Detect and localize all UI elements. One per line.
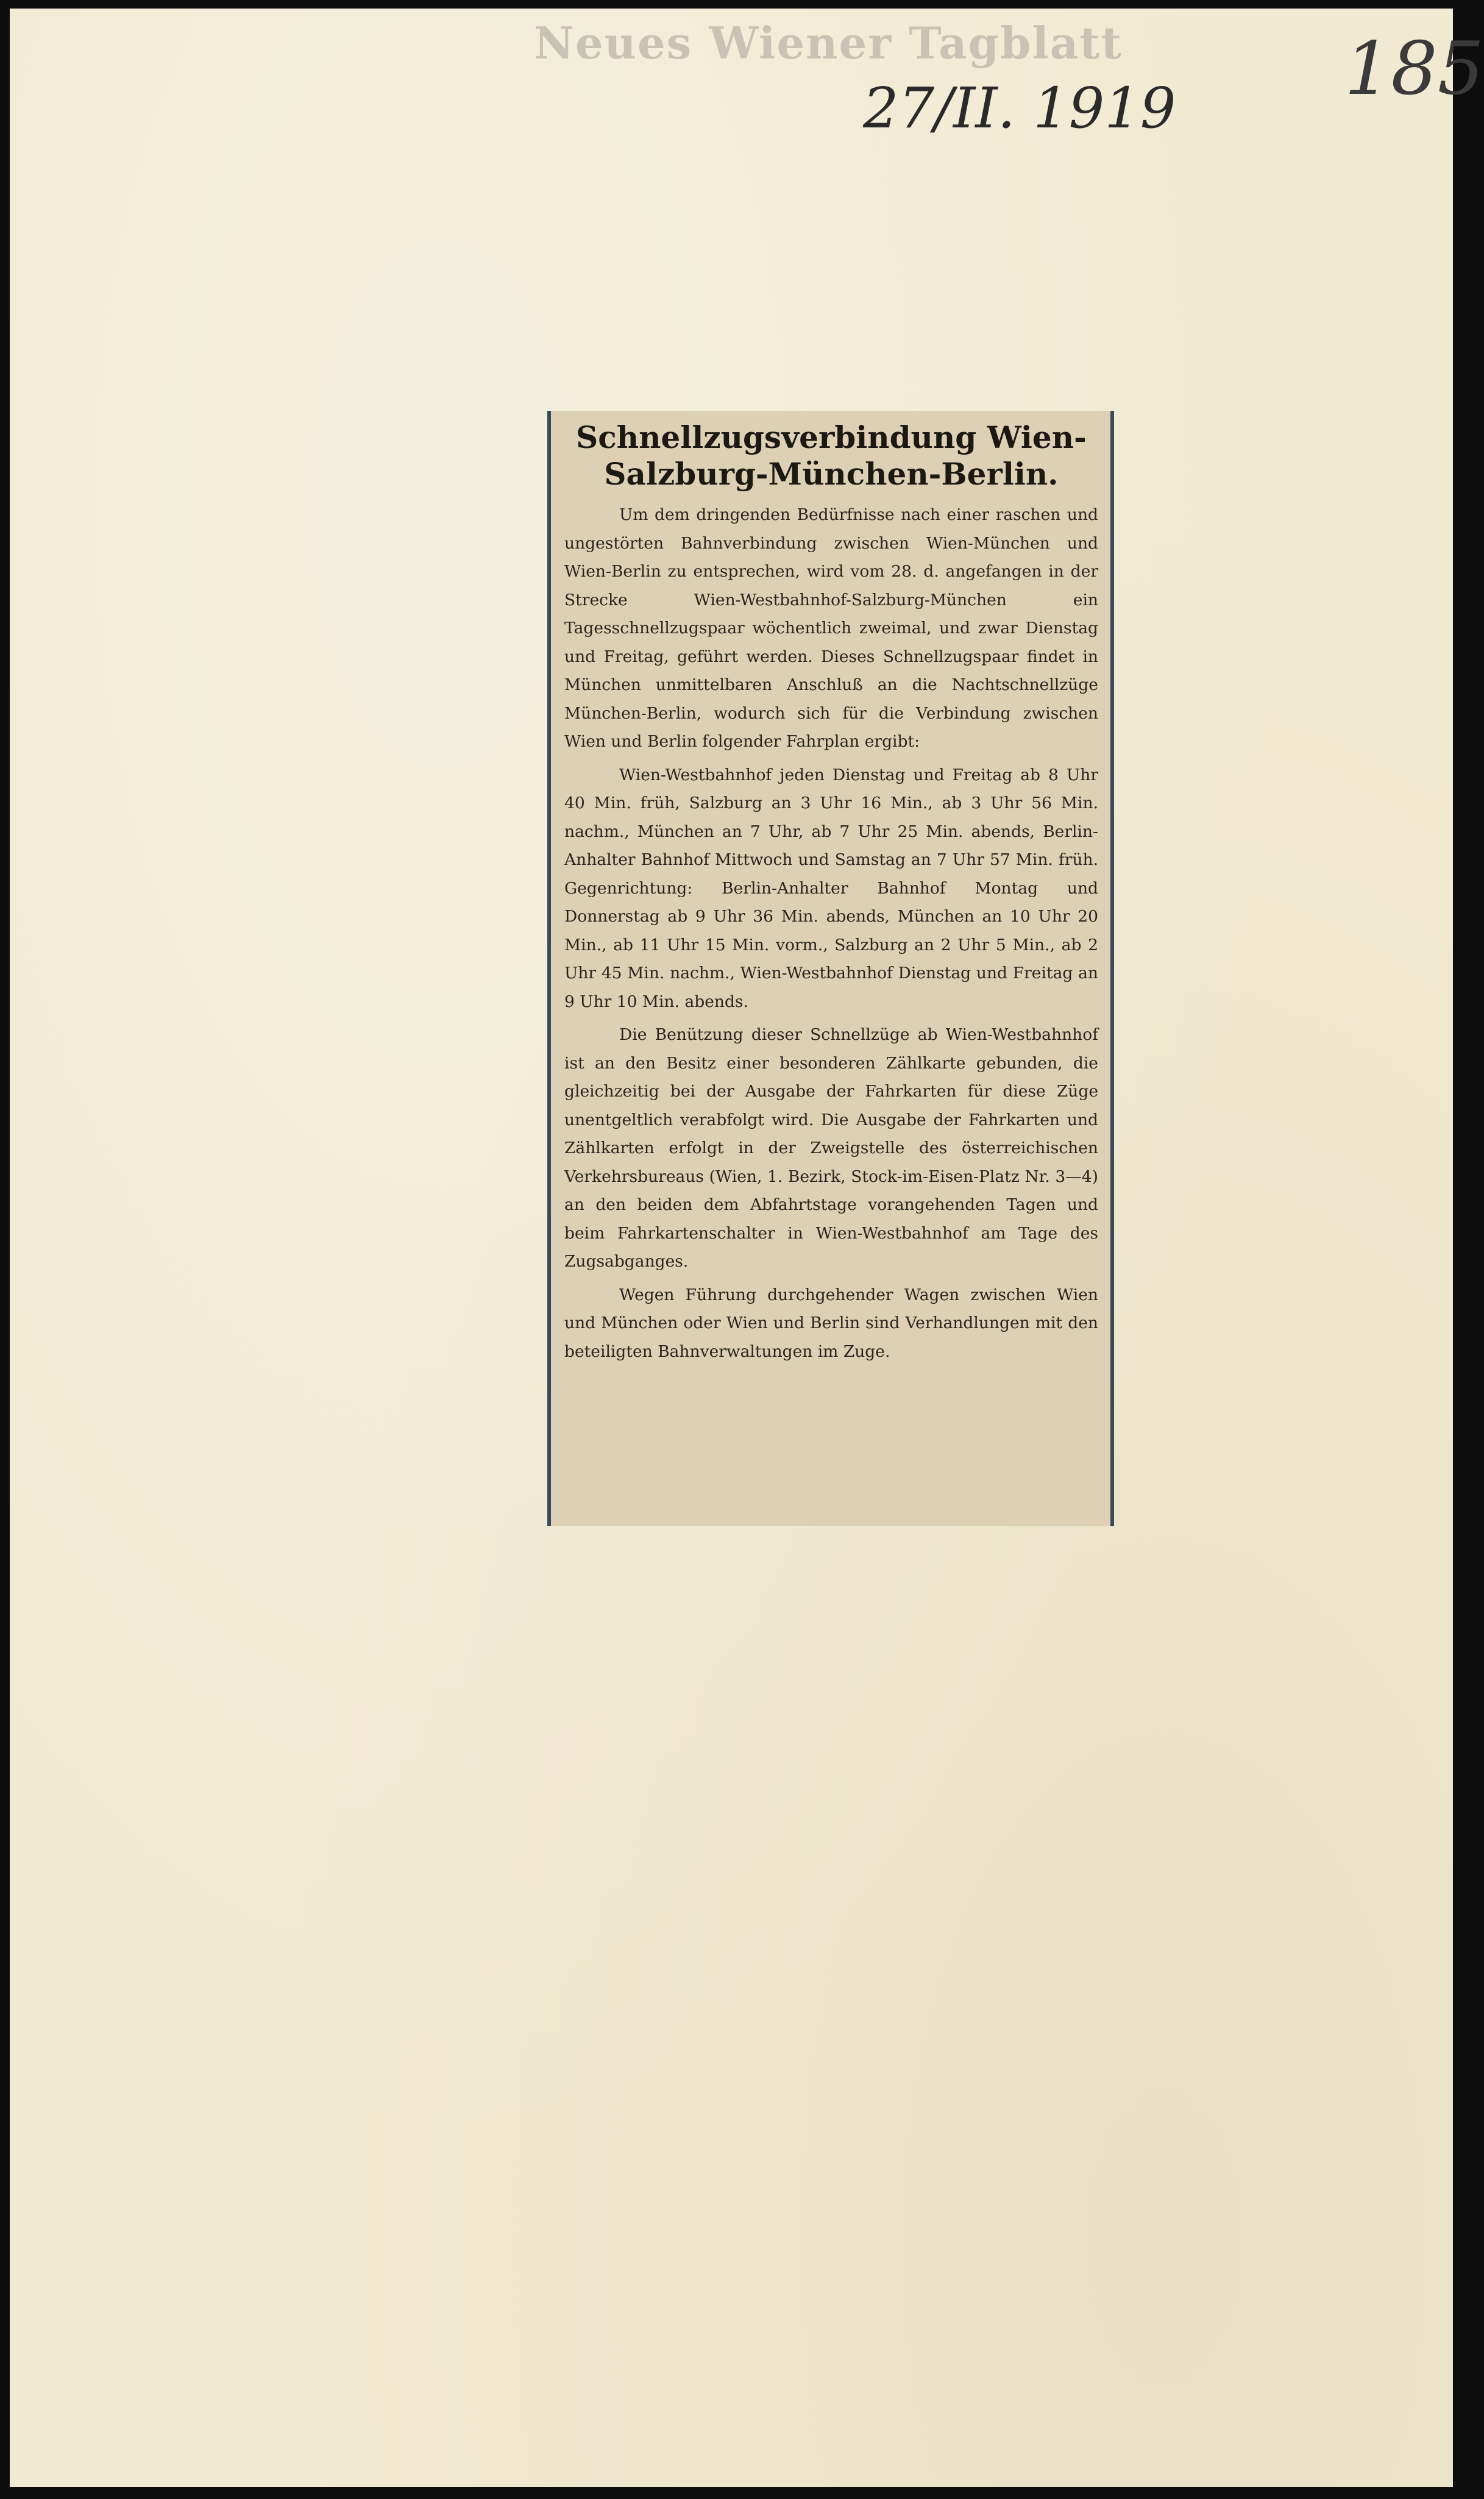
article-paragraph-3: Die Benützung dieser Schnellzüge ab Wien-Westbahnhof ist an den Besitz einer besonderen Zählkarte gebunden, die gleichzeitig bei der Ausgabe der Fahrkarten für diese Züge unentgeltlich verabfolgt wird. Die Ausgabe der Fahrkarten und Zählkarten erfolgt in der Zweigstelle des österreichischen Verkehrsbureaus (Wien, 1. Bezirk, Stock-im-Eisen-Platz Nr. 3—4) an den beiden dem Abfahrtstage vorangehenden Tagen und beim Fahrkartenschalter in Wien-Westbahnhof am Tage des Zugsabganges. [564,1025,1098,1271]
article-paragraph-1: Um dem dringenden Bedürfnisse nach einer raschen und ungestörten Bahnverbindung zwischen Wien-München und Wien-Berlin zu entsprechen, wird vom 28. d. angefangen in der Strecke Wien-Westbahnhof-Salzburg-München ein Tagesschnellzugspaar wöchentlich zweimal, und zwar Dienstag und Freitag, geführt werden. Dieses Schnellzugspaar findet in München unmittelbaren Anschluß an die Nachtschnellzüge München-Berlin, wodurch sich für die Verbindung zwischen Wien und Berlin folgender Fahrplan ergibt: [564,505,1098,751]
article-paragraph-2: Wien-Westbahnhof jeden Dienstag und Freitag ab 8 Uhr 40 Min. früh, Salzburg an 3 Uhr 16 Min., ab 3 Uhr 56 Min. nachm., München an 7 Uhr, ab 7 Uhr 25 Min. abends, Berlin-Anhalter Bahnhof Mittwoch und Samstag an 7 Uhr 57 Min. früh. Gegenrichtung: Berlin-Anhalter Bahnhof Montag und Donnerstag ab 9 Uhr 36 Min. abends, München an 10 Uhr 20 Min., ab 11 Uhr 15 Min. vorm., Salzburg an 2 Uhr 5 Min., ab 2 Uhr 45 Min. nachm., Wien-Westbahnhof Dienstag und Freitag an 9 Uhr 10 Min. abends. [564,765,1098,1011]
newspaper-clipping [547,411,1114,1526]
archive-sheet [10,9,1484,2487]
article-paragraph-4: Wegen Führung durchgehender Wagen zwischen Wien und München oder Wien und Berlin sind Verhandlungen mit den beteiligten Bahnverwaltungen im Zuge. [564,1285,1098,1361]
newspaper-name-stamp: Neues Wiener Tagblatt [534,17,1123,69]
handwritten-date: 27/II. 1919 [863,76,1176,141]
folio-number: 185 [1344,27,1484,112]
article-title: Schnellzugsverbindung Wien-Salzburg-München-Berlin. [576,419,1087,492]
